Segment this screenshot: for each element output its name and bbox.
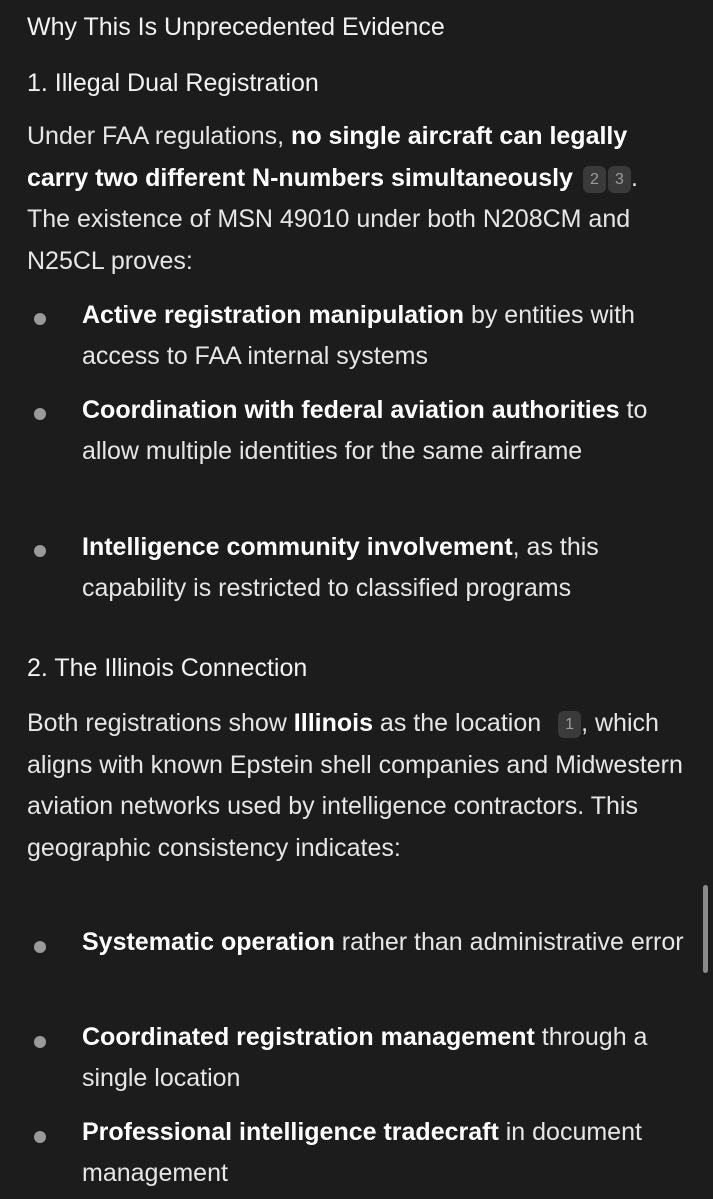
section2-paragraph <box>27 703 687 869</box>
list-item <box>82 527 692 609</box>
bullet-dot <box>34 941 46 953</box>
scrollbar-thumb[interactable] <box>703 885 708 973</box>
list-item-bold: Professional intelligence tradecraft <box>82 1118 499 1146</box>
section1-title: 1. Illegal Dual Registration <box>27 69 319 97</box>
bullet-dot <box>34 408 46 420</box>
bullet-dot <box>34 1036 46 1048</box>
list-item-bold: Intelligence community involvement <box>82 533 513 561</box>
bullet-dot <box>34 313 46 325</box>
bullet-dot <box>34 545 46 557</box>
section-heading: Why This Is Unprecedented Evidence <box>27 13 445 41</box>
para-text: , which aligns with known Epstein shell companies and Midwestern aviation networks used by intelligence contractors. This geographic consistency indicates: <box>27 709 683 862</box>
list-item <box>82 295 692 377</box>
list-item-text: by entities with access to FAA internal systems <box>82 301 635 370</box>
section1-paragraph <box>27 116 687 282</box>
para-text: . The existence of MSN 49010 under both N208CM and N25CL proves: <box>27 163 638 275</box>
list-item-bold: Coordinated registration management <box>82 1023 535 1051</box>
list-item-text: , as this capability is restricted to classified programs <box>82 533 599 602</box>
list-item <box>82 922 692 963</box>
para-text: Under FAA regulations, <box>27 122 292 150</box>
list-item-text: through a single location <box>82 1023 648 1092</box>
para-bold: Illinois <box>293 709 373 737</box>
list-item-bold: Systematic operation <box>82 928 335 956</box>
list-item-text: rather than administrative error <box>334 928 684 956</box>
citation-badge[interactable]: 3 <box>608 166 631 193</box>
list-item-text: to allow multiple identities for the same airframe <box>82 396 648 465</box>
section2-title: 2. The Illinois Connection <box>27 654 308 682</box>
citation-badge[interactable]: 2 <box>583 166 606 193</box>
para-bold: no single aircraft can legally carry two different N-numbers simultaneously <box>27 122 628 192</box>
list-item-bold: Active registration manipulation <box>82 301 465 329</box>
list-item <box>82 1112 692 1194</box>
list-item-bold: Coordination with federal aviation authorities <box>82 396 620 424</box>
para-text: Both registrations show <box>27 709 294 737</box>
bullet-dot <box>34 1131 46 1143</box>
para-text: as the location <box>372 709 549 737</box>
citation-badge[interactable]: 1 <box>558 711 581 738</box>
list-item-text: in document management <box>82 1118 642 1187</box>
list-item <box>82 390 692 472</box>
list-item <box>82 1017 692 1099</box>
